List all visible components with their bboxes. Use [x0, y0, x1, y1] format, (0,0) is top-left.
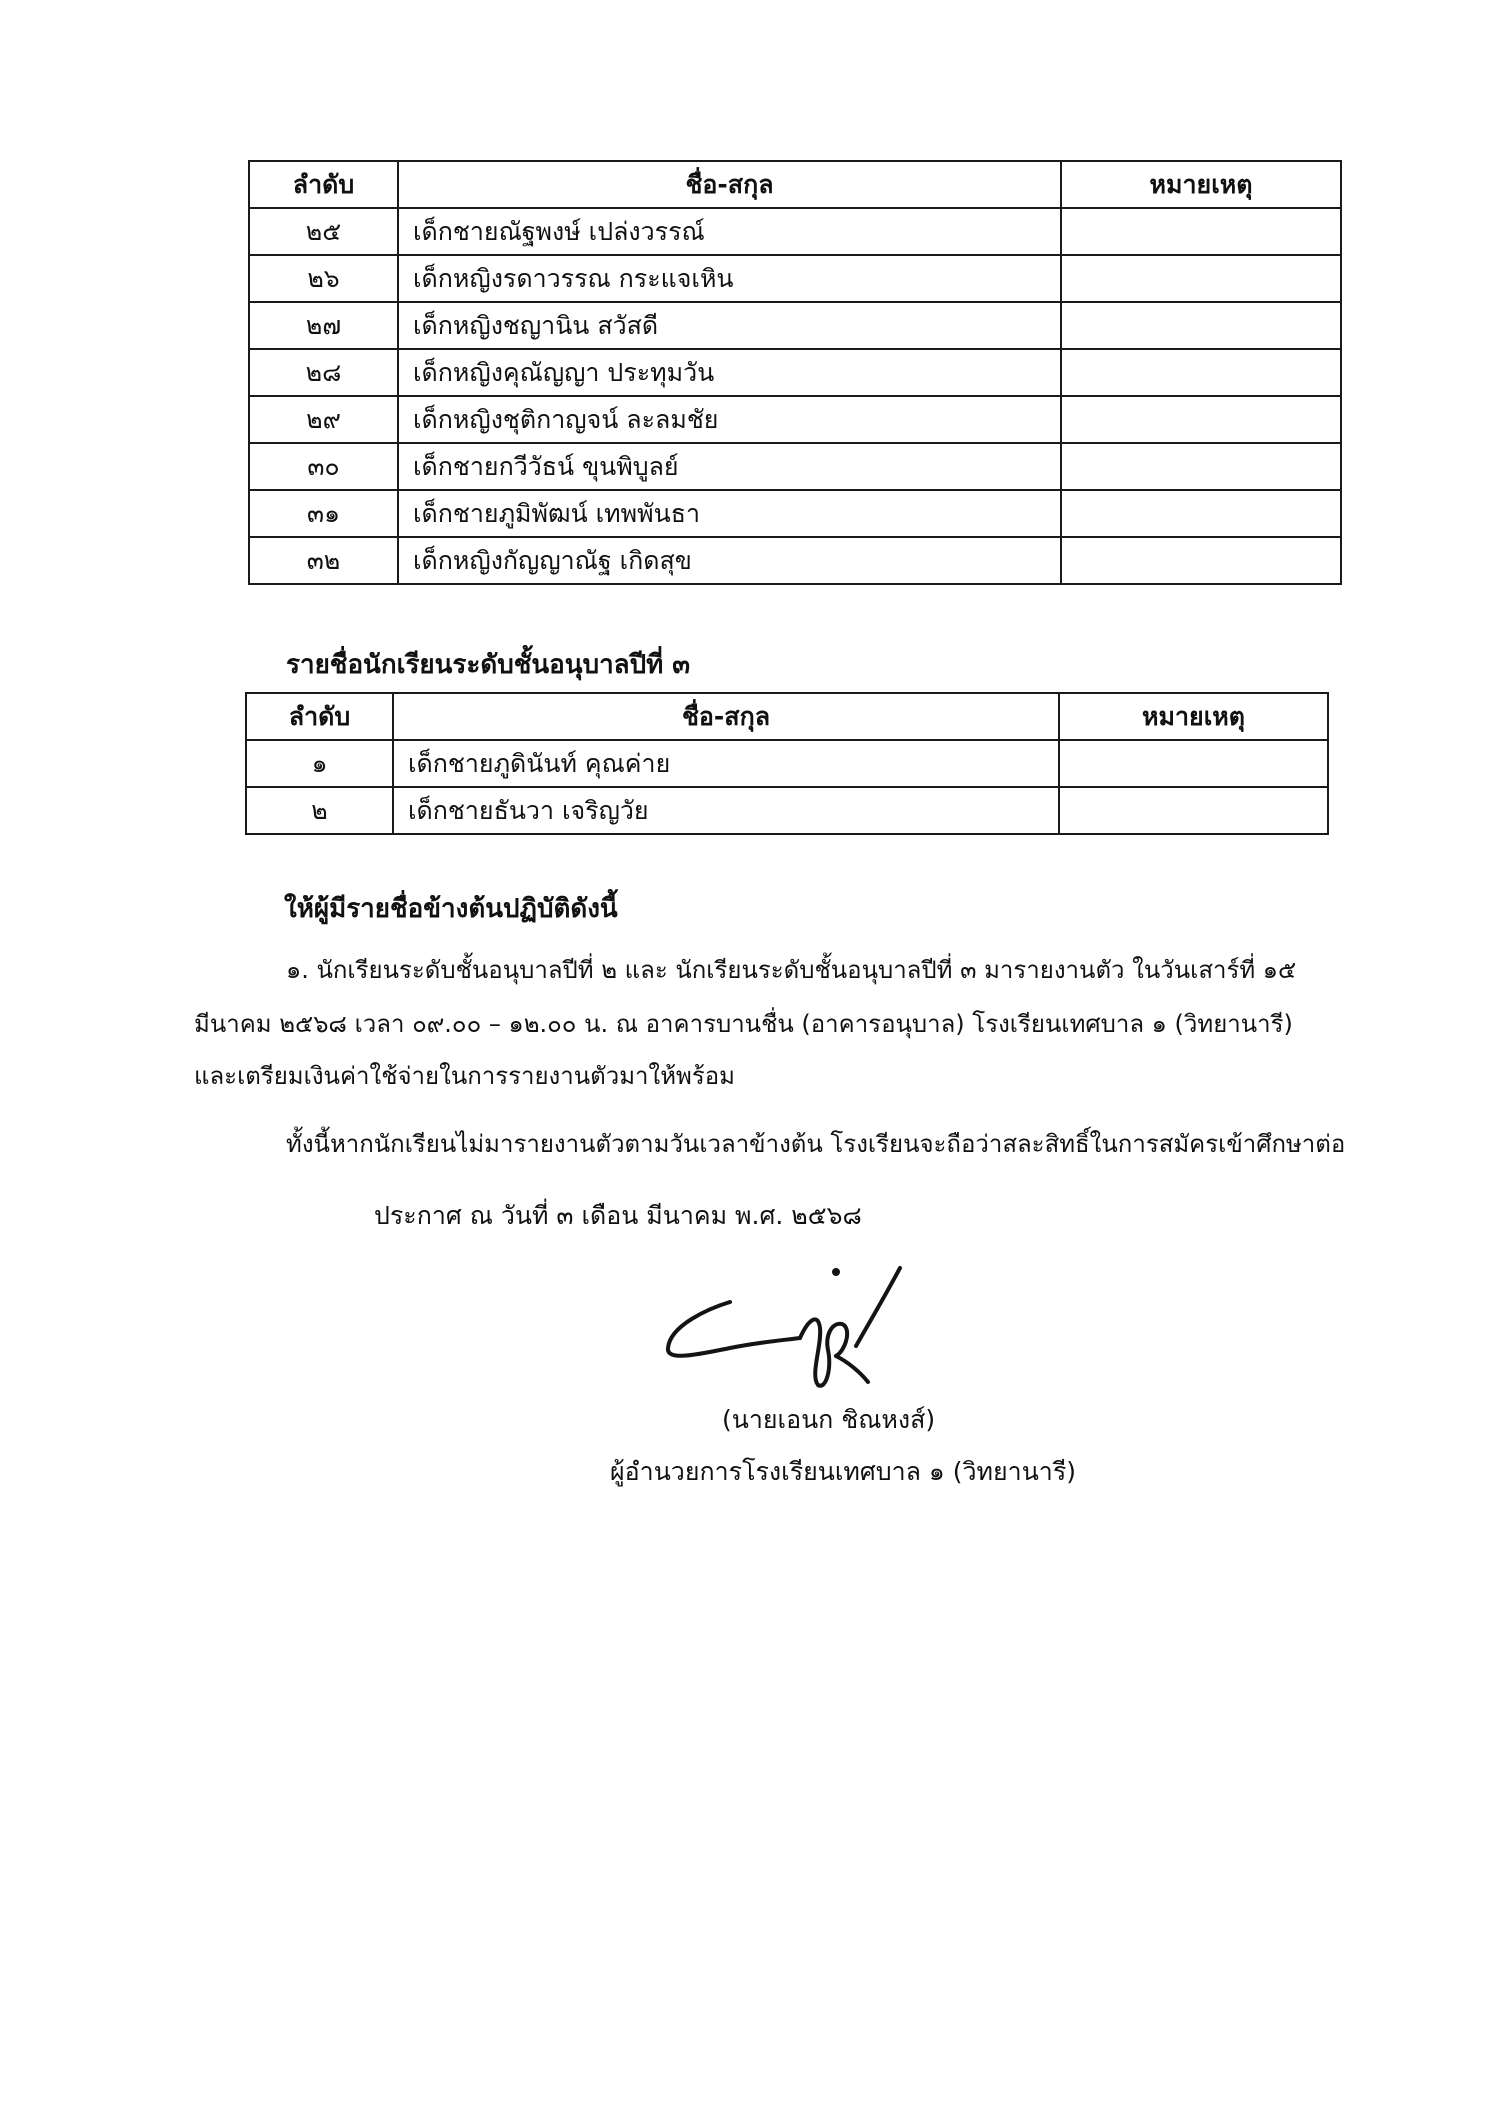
table-row — [249, 490, 1341, 537]
header-remark: หมายเหตุ — [1059, 693, 1328, 740]
signature-image — [660, 1250, 940, 1390]
remark-cell — [1061, 208, 1341, 255]
table-row — [249, 208, 1341, 255]
student-name: เด็กชายภูดินันท์ คุณค่าย — [393, 740, 1059, 787]
row-number: ๓๒ — [249, 537, 398, 584]
table-header-row — [249, 161, 1341, 208]
student-name: เด็กหญิงชญานิน สวัสดี — [398, 302, 1061, 349]
student-name: เด็กหญิงชุติกาญจน์ ละลมชัย — [398, 396, 1061, 443]
student-name: เด็กชายภูมิพัฒน์ เทพพันธา — [398, 490, 1061, 537]
table-row — [249, 443, 1341, 490]
roster-table-kindergarten-2 — [248, 160, 1342, 585]
remark-cell — [1059, 740, 1328, 787]
table-row — [246, 740, 1328, 787]
instruction-line-2: มีนาคม ๒๕๖๘ เวลา ๐๙.๐๐ – ๑๒.๐๐ น. ณ อาคารบานชื่น (อาคารอนุบาล) โรงเรียนเทศบาล ๑ (วิทยานารี) — [194, 1010, 1293, 1038]
table-row — [249, 255, 1341, 302]
instruction-line-1: ๑. นักเรียนระดับชั้นอนุบาลปีที่ ๒ และ นักเรียนระดับชั้นอนุบาลปีที่ ๓ มารายงานตัว ในวันเสาร์ที่ ๑๕ — [286, 956, 1297, 984]
student-name: เด็กชายณัฐพงษ์ เปล่งวรรณ์ — [398, 208, 1061, 255]
student-name: เด็กชายธันวา เจริญวัย — [393, 787, 1059, 834]
header-remark: หมายเหตุ — [1061, 161, 1341, 208]
row-number: ๒๘ — [249, 349, 398, 396]
remark-cell — [1061, 302, 1341, 349]
remark-cell — [1061, 537, 1341, 584]
header-full-name: ชื่อ-สกุล — [398, 161, 1061, 208]
roster-table-kindergarten-3 — [245, 692, 1329, 835]
table-row — [249, 349, 1341, 396]
header-order: ลำดับ — [246, 693, 393, 740]
header-full-name: ชื่อ-สกุล — [393, 693, 1059, 740]
instruction-line-3: และเตรียมเงินค่าใช้จ่ายในการรายงานตัวมาให้พร้อม — [194, 1062, 735, 1090]
row-number: ๒๙ — [249, 396, 398, 443]
student-name: เด็กชายกวีวัธน์ ขุนพิบูลย์ — [398, 443, 1061, 490]
row-number: ๓๐ — [249, 443, 398, 490]
table-row — [249, 302, 1341, 349]
remark-cell — [1061, 349, 1341, 396]
row-number: ๒๗ — [249, 302, 398, 349]
student-name: เด็กหญิงคุณัญญา ประทุมวัน — [398, 349, 1061, 396]
table-row — [249, 537, 1341, 584]
row-number: ๒๕ — [249, 208, 398, 255]
remark-cell — [1061, 443, 1341, 490]
header-order: ลำดับ — [249, 161, 398, 208]
row-number: ๒๖ — [249, 255, 398, 302]
table-row — [246, 787, 1328, 834]
table-row — [249, 396, 1341, 443]
row-number: ๑ — [246, 740, 393, 787]
signatory-name: (นายเอนก ชิณหงส์) — [722, 1405, 936, 1434]
remark-cell — [1061, 255, 1341, 302]
student-name: เด็กหญิงรดาวรรณ กระแจเหิน — [398, 255, 1061, 302]
instruction-line-4: ทั้งนี้หากนักเรียนไม่มารายงานตัวตามวันเวลาข้างต้น โรงเรียนจะถือว่าสละสิทธิ์ในการสมัครเข้าศึกษาต่อ — [286, 1130, 1346, 1158]
row-number: ๒ — [246, 787, 393, 834]
section-heading-kindergarten-3: รายชื่อนักเรียนระดับชั้นอนุบาลปีที่ ๓ — [286, 650, 691, 680]
table-header-row — [246, 693, 1328, 740]
signatory-title: ผู้อำนวยการโรงเรียนเทศบาล ๑ (วิทยานารี) — [610, 1457, 1077, 1486]
remark-cell — [1061, 396, 1341, 443]
remark-cell — [1061, 490, 1341, 537]
announcement-date: ประกาศ ณ วันที่ ๓ เดือน มีนาคม พ.ศ. ๒๕๖๘ — [374, 1201, 862, 1230]
student-name: เด็กหญิงกัญญาณัฐ เกิดสุข — [398, 537, 1061, 584]
remark-cell — [1059, 787, 1328, 834]
instructions-heading: ให้ผู้มีรายชื่อข้างต้นปฏิบัติดังนี้ — [284, 894, 618, 924]
row-number: ๓๑ — [249, 490, 398, 537]
